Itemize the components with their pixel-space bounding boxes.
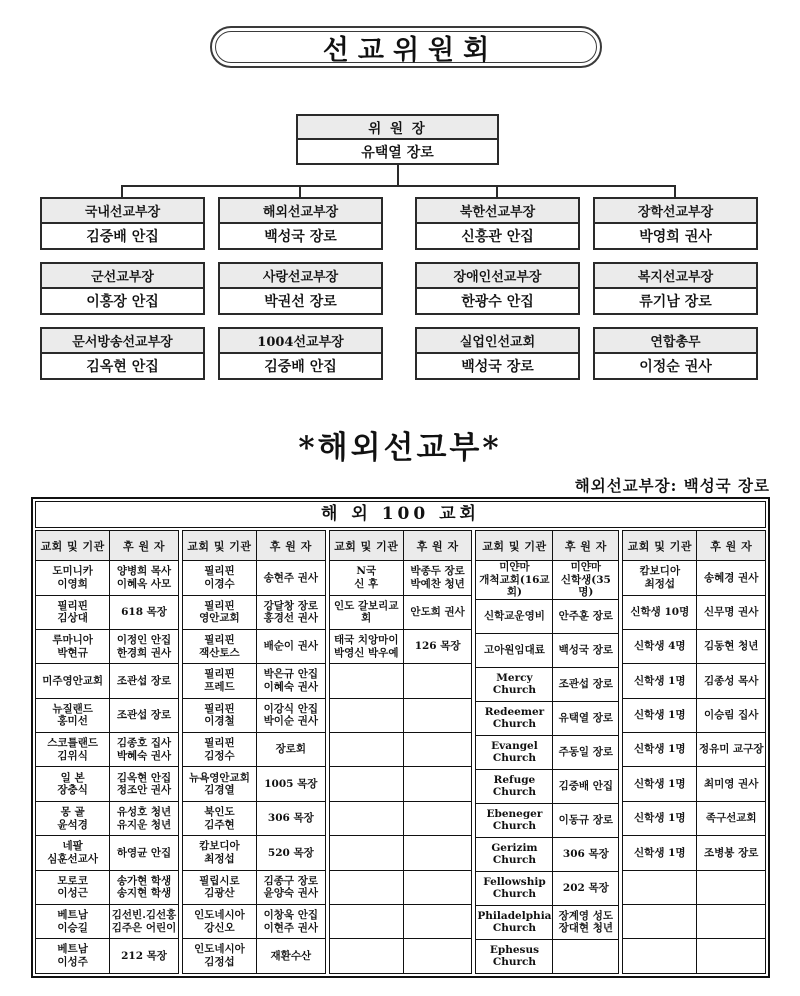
- connector-line: [121, 186, 123, 197]
- sponsor-cell: 김종성 목사: [697, 664, 766, 698]
- sponsor-cell: [697, 904, 766, 938]
- sponsor-cell: 이정인 안집 한경희 권사: [110, 630, 179, 664]
- church-cell: 인도네시아 강신오: [182, 904, 256, 938]
- table-row: [623, 595, 766, 629]
- dept-holder-name: 박권선 장로: [264, 294, 337, 310]
- sponsor-cell: 배순이 권사: [257, 630, 326, 664]
- document-title-box: [210, 26, 602, 68]
- header-sponsor: 후 원 자: [553, 531, 619, 561]
- dept-title: 국내선교부장: [42, 199, 203, 224]
- dept-holder-name: 신홍관 안집: [461, 229, 534, 245]
- table-row: [623, 561, 766, 595]
- church-cell: 캄보디아 최정섭: [623, 561, 697, 595]
- sponsor-cell: 최미영 권사: [697, 767, 766, 801]
- church-cell: 신학생 10명: [623, 595, 697, 629]
- table-row: [36, 595, 179, 629]
- table-row: [476, 871, 619, 905]
- table-row: [623, 939, 766, 974]
- sponsor-cell: 202 목장: [553, 871, 619, 905]
- sponsor-cell: [403, 870, 472, 904]
- header-church: 교회 및 기관: [329, 531, 403, 561]
- sponsor-cell: 장계영 성도 장대현 청년: [553, 905, 619, 939]
- sponsor-cell: 김중배 안집: [553, 769, 619, 803]
- church-cell: 고아원임대료: [476, 633, 553, 667]
- table-row: [36, 870, 179, 904]
- church-cell: [623, 939, 697, 974]
- table-row: [329, 939, 472, 974]
- table-row: [36, 904, 179, 938]
- sponsor-cell: [403, 664, 472, 698]
- church-cell: 몽 골 윤석경: [36, 801, 110, 835]
- dept-holder-name: 류기남 장로: [639, 294, 712, 310]
- sponsor-cell: 송혜경 권사: [697, 561, 766, 595]
- dept-title: 군선교부장: [42, 264, 203, 289]
- sponsor-cell: 유택열 장로: [553, 701, 619, 735]
- sponsor-cell: 이창욱 안집 이현주 권사: [257, 904, 326, 938]
- church-cell: 신학생 1명: [623, 733, 697, 767]
- dept-holder-name: 한광수 안집: [461, 294, 534, 310]
- sponsor-cell: 재환수산: [257, 939, 326, 974]
- dept-title: 사랑선교부장: [220, 264, 381, 289]
- table-row: [36, 939, 179, 974]
- sponsor-cell: [403, 836, 472, 870]
- church-cell: 미주영안교회: [36, 664, 110, 698]
- table-row: [182, 767, 325, 801]
- header-church: 교회 및 기관: [36, 531, 110, 561]
- sponsor-cell: 유성호 청년 유지운 청년: [110, 801, 179, 835]
- table-row: [182, 733, 325, 767]
- table-row: [329, 733, 472, 767]
- sponsor-cell: 1005 목장: [257, 767, 326, 801]
- header-church: 교회 및 기관: [182, 531, 256, 561]
- sponsor-cell: [403, 801, 472, 835]
- church-cell: 인도 갈보리교회: [329, 595, 403, 629]
- church-cell: 신학생 1명: [623, 767, 697, 801]
- table-row: [329, 595, 472, 629]
- dept-box: [218, 327, 383, 380]
- dept-title: 연합총무: [595, 329, 756, 354]
- table-caption: 해외선교부장: 백성국 장로: [574, 476, 770, 495]
- dept-holder-name: 이정순 권사: [639, 359, 712, 375]
- sponsor-cell: 306 목장: [553, 837, 619, 871]
- dept-box: [415, 327, 580, 380]
- church-cell: [329, 870, 403, 904]
- sponsor-cell: 족구선교회: [697, 801, 766, 835]
- table-row: [623, 630, 766, 664]
- header-church: 교회 및 기관: [476, 531, 553, 561]
- church-cell: 필리핀 이경철: [182, 698, 256, 732]
- dept-box: [218, 262, 383, 315]
- table-row: [476, 561, 619, 600]
- sponsor-cell: 김동현 청년: [697, 630, 766, 664]
- sponsor-cell: 장로회: [257, 733, 326, 767]
- sponsor-cell: [697, 870, 766, 904]
- church-cell: 필리핀 이경수: [182, 561, 256, 595]
- chairman-title: 위 원 장: [298, 116, 497, 140]
- connector-line: [299, 186, 301, 197]
- church-cell: 신학생 4명: [623, 630, 697, 664]
- dept-title: 장학선교부장: [595, 199, 756, 224]
- table-row: [623, 801, 766, 835]
- sponsor-cell: 조관섭 장로: [110, 664, 179, 698]
- sponsor-cell: [403, 698, 472, 732]
- dept-holder-name: 김중배 안집: [264, 359, 337, 375]
- sponsor-cell: 송가현 학생 송지현 학생: [110, 870, 179, 904]
- table-row: [329, 767, 472, 801]
- church-cell: Fellowship Church: [476, 871, 553, 905]
- sponsor-cell: 김선빈.김선홍 김주은 어린이: [110, 904, 179, 938]
- church-cell: 일 본 장충식: [36, 767, 110, 801]
- church-cell: 신학생 1명: [623, 664, 697, 698]
- dept-title: 장애인선교부장: [417, 264, 578, 289]
- sponsor-cell: [553, 939, 619, 973]
- table-row: [182, 801, 325, 835]
- dept-box: [593, 197, 758, 250]
- sponsor-cell: 이동규 장로: [553, 803, 619, 837]
- dept-title: 복지선교부장: [595, 264, 756, 289]
- table-row: [329, 836, 472, 870]
- church-cell: Evangel Church: [476, 735, 553, 769]
- sponsor-cell: 조관섭 장로: [110, 698, 179, 732]
- table-pairs: [35, 530, 766, 974]
- overseas-table-title: 해 외 100 교회: [35, 501, 766, 528]
- sponsor-cell: 미얀마 신학생(35명): [553, 561, 619, 600]
- church-cell: [329, 836, 403, 870]
- table-row: [476, 837, 619, 871]
- pair-table-5: [622, 530, 766, 974]
- dept-box: [40, 327, 205, 380]
- header-sponsor: 후 원 자: [697, 531, 766, 561]
- church-cell: 캄보디아 최정섭: [182, 836, 256, 870]
- church-cell: [623, 870, 697, 904]
- table-row: [182, 870, 325, 904]
- church-cell: 미얀마 개척교회(16교회): [476, 561, 553, 600]
- church-cell: Mercy Church: [476, 667, 553, 701]
- church-cell: 스코틀랜드 김위식: [36, 733, 110, 767]
- sponsor-cell: 조관섭 장로: [553, 667, 619, 701]
- table-row: [623, 767, 766, 801]
- connector-line: [674, 186, 676, 197]
- sponsor-cell: 조병봉 장로: [697, 836, 766, 870]
- church-cell: Philadelphia Church: [476, 905, 553, 939]
- dept-box: [40, 262, 205, 315]
- table-row: [623, 870, 766, 904]
- church-cell: 필리핀 프레드: [182, 664, 256, 698]
- sponsor-cell: 양병희 목사 이혜옥 사모: [110, 561, 179, 595]
- church-cell: 신학생 1명: [623, 698, 697, 732]
- church-cell: [329, 698, 403, 732]
- church-cell: 뉴질랜드 홍미선: [36, 698, 110, 732]
- sponsor-cell: 김종호 집사 박혜숙 권사: [110, 733, 179, 767]
- table-row: [36, 630, 179, 664]
- church-cell: [329, 767, 403, 801]
- sponsor-cell: [403, 939, 472, 974]
- sponsor-cell: 박종두 장로 박예찬 청년: [403, 561, 472, 595]
- church-cell: 필리핀 영안교회: [182, 595, 256, 629]
- table-row: [623, 698, 766, 732]
- dept-holder-name: 백성국 장로: [264, 229, 337, 245]
- church-cell: 모로코 이성근: [36, 870, 110, 904]
- sponsor-cell: 박은규 안집 이혜숙 권사: [257, 664, 326, 698]
- table-row: [329, 801, 472, 835]
- church-cell: 신학생 1명: [623, 801, 697, 835]
- church-cell: 필리핀 김정수: [182, 733, 256, 767]
- section-title: *해외선교부*: [298, 430, 502, 466]
- sponsor-cell: 주동일 장로: [553, 735, 619, 769]
- table-row: [36, 698, 179, 732]
- sponsor-cell: 하영균 안집: [110, 836, 179, 870]
- connector-line: [496, 186, 498, 197]
- church-cell: 루마니아 박현규: [36, 630, 110, 664]
- table-row: [36, 733, 179, 767]
- pair-table-2: [182, 530, 326, 974]
- dept-box: [415, 197, 580, 250]
- church-cell: 도미니카 이영희: [36, 561, 110, 595]
- chairman-box: [296, 114, 499, 165]
- overseas-table: [31, 497, 770, 978]
- sponsor-cell: 송현주 권사: [257, 561, 326, 595]
- pair-table-4: [475, 530, 619, 974]
- table-row: [182, 561, 325, 595]
- table-row: [623, 664, 766, 698]
- table-row: [182, 630, 325, 664]
- table-row: [623, 836, 766, 870]
- pair-table-1: [35, 530, 179, 974]
- table-row: [36, 561, 179, 595]
- dept-holder-name: 이홍장 안집: [86, 294, 159, 310]
- dept-title: 1004선교부장: [220, 329, 381, 354]
- sponsor-cell: 126 목장: [403, 630, 472, 664]
- church-cell: Gerizim Church: [476, 837, 553, 871]
- church-cell: Redeemer Church: [476, 701, 553, 735]
- church-cell: 신학생 1명: [623, 836, 697, 870]
- table-row: [476, 939, 619, 973]
- table-row: [329, 630, 472, 664]
- table-row: [36, 836, 179, 870]
- table-row: [182, 698, 325, 732]
- sponsor-cell: [403, 904, 472, 938]
- sponsor-cell: 김옥현 안집 정조안 권사: [110, 767, 179, 801]
- sponsor-cell: 이승림 집사: [697, 698, 766, 732]
- dept-holder-name: 김옥현 안집: [86, 359, 159, 375]
- sponsor-cell: 백성국 장로: [553, 633, 619, 667]
- church-cell: N국 신 후: [329, 561, 403, 595]
- church-cell: [329, 801, 403, 835]
- sponsor-cell: [403, 733, 472, 767]
- table-row: [623, 904, 766, 938]
- church-cell: [329, 939, 403, 974]
- dept-title: 문서방송선교부장: [42, 329, 203, 354]
- dept-box: [593, 327, 758, 380]
- table-row: [476, 599, 619, 633]
- header-sponsor: 후 원 자: [403, 531, 472, 561]
- sponsor-cell: 김종구 장로 윤양숙 권사: [257, 870, 326, 904]
- table-row: [476, 667, 619, 701]
- sponsor-cell: 정유미 교구장: [697, 733, 766, 767]
- table-row: [476, 803, 619, 837]
- table-row: [36, 767, 179, 801]
- sponsor-cell: 안도희 권사: [403, 595, 472, 629]
- header-sponsor: 후 원 자: [257, 531, 326, 561]
- pair-table-3: [329, 530, 473, 974]
- document-title: 선교위원회: [215, 31, 597, 63]
- dept-box: [218, 197, 383, 250]
- church-cell: 태국 치앙마이 박영신 박우예: [329, 630, 403, 664]
- table-row: [329, 904, 472, 938]
- sponsor-cell: [697, 939, 766, 974]
- sponsor-cell: 신무명 권사: [697, 595, 766, 629]
- table-row: [182, 595, 325, 629]
- table-row: [476, 905, 619, 939]
- dept-title: 북한선교부장: [417, 199, 578, 224]
- church-cell: 베트남 이승길: [36, 904, 110, 938]
- sponsor-cell: 안주훈 장로: [553, 599, 619, 633]
- table-row: [182, 836, 325, 870]
- dept-title: 해외선교부장: [220, 199, 381, 224]
- table-row: [329, 870, 472, 904]
- connector-line: [397, 165, 399, 186]
- church-cell: 네팔 심훈선교사: [36, 836, 110, 870]
- chairman-name: 유택열 장로: [361, 144, 434, 161]
- dept-title: 실업인선교회: [417, 329, 578, 354]
- dept-box: [593, 262, 758, 315]
- church-cell: 필립시로 김광산: [182, 870, 256, 904]
- table-row: [476, 735, 619, 769]
- header-sponsor: 후 원 자: [110, 531, 179, 561]
- table-row: [329, 698, 472, 732]
- table-row: [36, 801, 179, 835]
- church-cell: [329, 904, 403, 938]
- church-cell: Ebeneger Church: [476, 803, 553, 837]
- sponsor-cell: 306 목장: [257, 801, 326, 835]
- dept-holder-name: 백성국 장로: [461, 359, 534, 375]
- table-row: [182, 904, 325, 938]
- dept-holder-name: 김중배 안집: [86, 229, 159, 245]
- connector-line: [121, 185, 676, 187]
- church-cell: [623, 904, 697, 938]
- church-cell: [329, 733, 403, 767]
- sponsor-cell: 520 목장: [257, 836, 326, 870]
- table-row: [36, 664, 179, 698]
- table-row: [623, 733, 766, 767]
- table-row: [182, 939, 325, 974]
- table-row: [476, 769, 619, 803]
- table-row: [476, 701, 619, 735]
- church-cell: 필리핀 김상대: [36, 595, 110, 629]
- dept-box: [415, 262, 580, 315]
- dept-holder-name: 박영희 권사: [639, 229, 712, 245]
- table-row: [476, 633, 619, 667]
- church-cell: 뉴욕영안교회 김경열: [182, 767, 256, 801]
- sponsor-cell: 618 목장: [110, 595, 179, 629]
- dept-box: [40, 197, 205, 250]
- church-cell: 북인도 김주현: [182, 801, 256, 835]
- table-row: [329, 664, 472, 698]
- sponsor-cell: 강달창 장로 홍경선 권사: [257, 595, 326, 629]
- church-cell: 인도네시아 김정섭: [182, 939, 256, 974]
- church-cell: 필리핀 잭산토스: [182, 630, 256, 664]
- church-cell: 베트남 이성주: [36, 939, 110, 974]
- sponsor-cell: 212 목장: [110, 939, 179, 974]
- church-cell: Refuge Church: [476, 769, 553, 803]
- church-cell: [329, 664, 403, 698]
- church-cell: Ephesus Church: [476, 939, 553, 973]
- sponsor-cell: 이강식 안집 박이순 권사: [257, 698, 326, 732]
- sponsor-cell: [403, 767, 472, 801]
- table-row: [182, 664, 325, 698]
- table-row: [329, 561, 472, 595]
- header-church: 교회 및 기관: [623, 531, 697, 561]
- church-cell: 신학교운영비: [476, 599, 553, 633]
